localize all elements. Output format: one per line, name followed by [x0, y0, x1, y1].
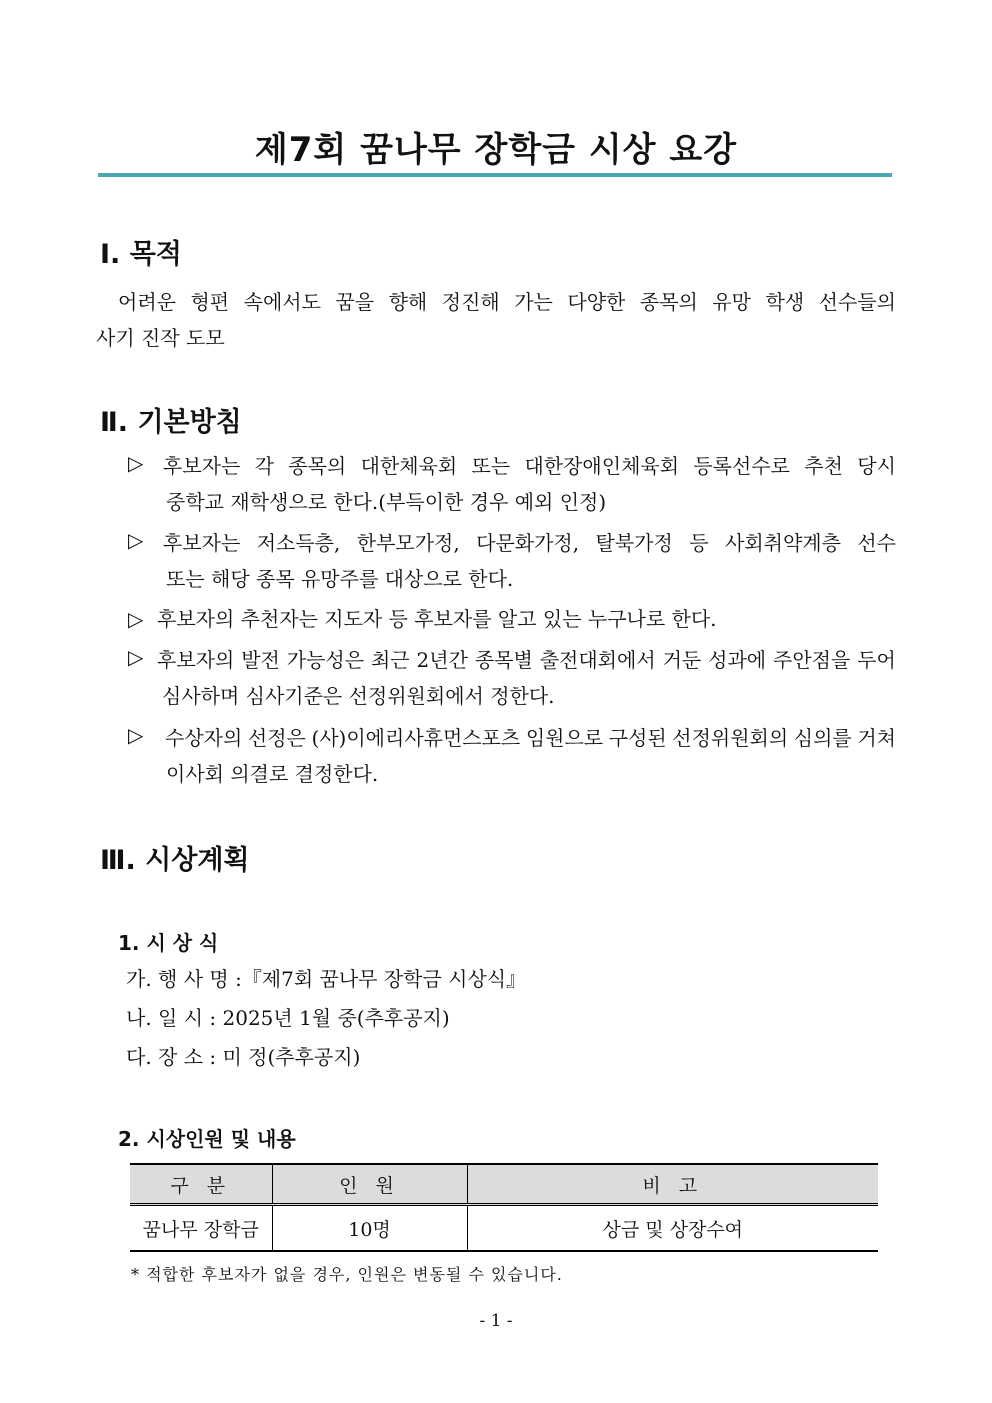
word: 또는: [471, 454, 511, 478]
event-name-value: 『제7회 꿈나무 장학금 시상식』: [241, 967, 527, 991]
word: 학생: [765, 290, 805, 314]
word: 탈북가정: [595, 531, 673, 555]
word: 저소득층,: [256, 531, 341, 555]
event-place-label: 다. 장 소 :: [126, 1045, 217, 1069]
word: 가는: [514, 290, 553, 314]
word: 심의를: [793, 726, 852, 750]
section1-line1: [118, 286, 896, 315]
word: 구성된: [608, 726, 667, 750]
word: 수상자의: [165, 726, 243, 750]
cell-remarks: 상금 및 상장수여: [467, 1205, 878, 1252]
word: 종목의: [639, 290, 698, 314]
word: 속에서도: [243, 290, 321, 314]
word: 선수들의: [818, 290, 896, 314]
word: 후보자는: [163, 531, 241, 555]
list-item-line2: 이사회 의결로 결정한다.: [166, 762, 379, 786]
word: 다양한: [567, 290, 626, 314]
word: 선정위원회의: [672, 726, 789, 750]
word: 선수: [857, 531, 896, 555]
list-item-line1: [163, 527, 896, 556]
word: 형편: [190, 290, 230, 314]
bullet-marker-icon: ▷: [128, 645, 144, 669]
word: 주안점을: [773, 648, 851, 672]
section1-line2: 사기 진작 도모: [96, 326, 225, 350]
word: 가능성은: [286, 648, 365, 672]
bullet-marker-icon: ▷: [128, 607, 144, 631]
event-date-label: 나. 일 시 :: [126, 1006, 217, 1030]
list-item-line1: [163, 450, 896, 479]
word: 선정은: [247, 726, 306, 750]
word: 최근: [370, 648, 410, 672]
word: 두어: [857, 648, 896, 672]
list-item-line1: [157, 644, 896, 673]
word: 성과에: [708, 648, 767, 672]
word: 등: [689, 531, 709, 555]
event-name-label: 가. 행 사 명 :: [126, 967, 242, 991]
word: 출전대회에서: [539, 648, 656, 672]
word: 종목의: [288, 454, 347, 478]
event-name-row: [126, 966, 526, 992]
section2-heading: Ⅱ. 기본방침: [100, 407, 242, 438]
title-underline: [98, 173, 892, 177]
section3-heading: Ⅲ. 시상계획: [100, 845, 250, 876]
page-number: - 1 -: [479, 1311, 513, 1331]
word: (사)이에리사휴먼스포츠: [311, 726, 521, 750]
section1-heading: Ⅰ. 목적: [100, 239, 182, 270]
header-count: 인 원: [272, 1164, 467, 1205]
bullet-marker-icon: ▷: [128, 451, 144, 475]
word: 각: [254, 454, 274, 478]
event-date-row: [126, 1005, 450, 1031]
word: 거쳐: [857, 726, 896, 750]
cell-count: 10명: [272, 1205, 467, 1252]
list-item-line2: 또는 해당 종목 유망주를 대상으로 한다.: [166, 567, 514, 591]
bullet-marker-icon: ▷: [128, 723, 144, 747]
document-title: 제7회 꿈나무 장학금 시상 요강: [254, 130, 738, 170]
header-remarks: 비 고: [467, 1164, 878, 1205]
word: 발전: [241, 648, 280, 672]
footnote: * 적합한 후보자가 없을 경우, 인원은 변동될 수 있습니다.: [131, 1265, 563, 1284]
event-date-value: 2025년 1월 중(추후공지): [222, 1006, 450, 1030]
list-item-line2: 중학교 재학생으로 한다.(부득이한 경우 예외 인정): [166, 490, 607, 514]
word: 후보자는: [163, 454, 241, 478]
word: 어려운: [118, 290, 176, 314]
word: 추천: [804, 454, 843, 478]
word: 꿈을: [335, 290, 375, 314]
word: 유망: [712, 290, 751, 314]
header-category: 구 분: [130, 1164, 272, 1205]
word: 다문화가정,: [476, 531, 580, 555]
word: 당시: [857, 454, 896, 478]
word: 등록선수로: [693, 454, 790, 478]
award-table-header: [130, 1164, 878, 1205]
word: 거둔: [662, 648, 702, 672]
word: 임원으로: [525, 726, 604, 750]
word: 향해: [388, 290, 428, 314]
word: 사회취약계층: [725, 531, 841, 555]
table-row: [130, 1205, 878, 1252]
word: 한부모가정,: [356, 531, 460, 555]
list-item-line1: [165, 722, 896, 751]
word: 정진해: [441, 290, 500, 314]
list-item-line2: 심사하며 심사기준은 선정위원회에서 정한다.: [162, 684, 555, 708]
award-table: [130, 1163, 878, 1252]
award-heading: 2. 시상인원 및 내용: [118, 1127, 296, 1151]
word: 대한체육회: [360, 454, 458, 478]
ceremony-heading: 1. 시 상 식: [118, 931, 219, 955]
bullet-marker-icon: ▷: [128, 528, 144, 552]
event-place-row: [126, 1044, 360, 1070]
word: 종목별: [474, 648, 533, 672]
word: 후보자의: [157, 648, 235, 672]
cell-category: 꿈나무 장학금: [130, 1205, 272, 1252]
word: 대한장애인체육회: [524, 454, 680, 478]
list-item-line1: 후보자의 추천자는 지도자 등 후보자를 알고 있는 누구나로 한다.: [157, 607, 717, 631]
word: 2년간: [416, 648, 468, 672]
event-place-value: 미 정(추후공지): [222, 1045, 361, 1069]
